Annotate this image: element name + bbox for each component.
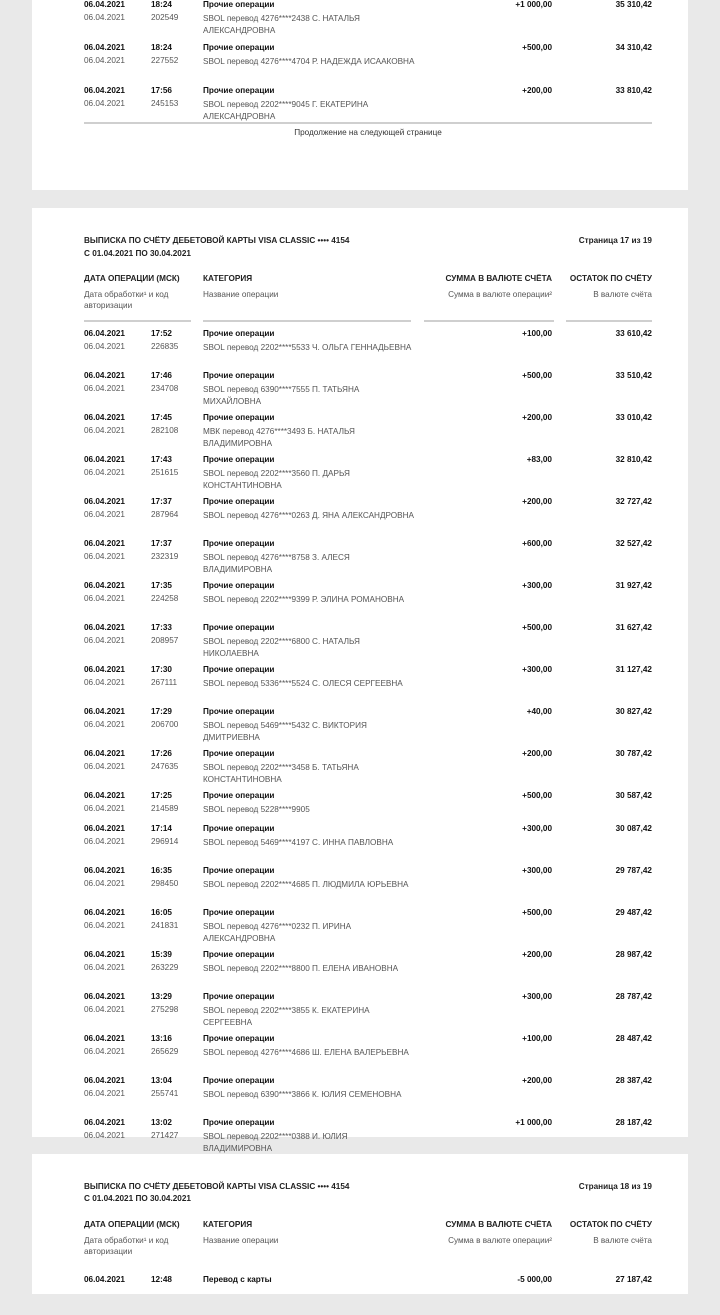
- authorization-code: 241831: [151, 921, 179, 930]
- operation-date: 06.04.2021: [84, 749, 125, 758]
- operation-time: 15:39: [151, 950, 172, 959]
- operation-time: 17:25: [151, 791, 172, 800]
- table-row: [84, 866, 652, 906]
- authorization-code: 208957: [151, 636, 179, 645]
- operation-date: 06.04.2021: [84, 1076, 125, 1085]
- operation-date: 06.04.2021: [84, 623, 125, 632]
- operation-date: 06.04.2021: [84, 413, 125, 422]
- authorization-code: 251615: [151, 468, 179, 477]
- operation-description: SBOL перевод 5469****5432 С. ВИКТОРИЯ ДМИТРИЕВНА: [203, 721, 367, 742]
- header-divider: [566, 320, 652, 322]
- operation-time: 16:35: [151, 866, 172, 875]
- col-date-subheader: Дата обработки¹ и код авторизации: [84, 290, 169, 310]
- operation-amount: +100,00: [522, 1034, 552, 1043]
- processing-date: 06.04.2021: [84, 879, 125, 888]
- operation-amount: +200,00: [522, 1076, 552, 1085]
- operation-balance: 28 487,42: [615, 1034, 652, 1043]
- operation-balance: 27 187,42: [615, 1275, 652, 1284]
- processing-date: 06.04.2021: [84, 1005, 125, 1014]
- table-row: [84, 86, 652, 126]
- operation-amount: +300,00: [522, 824, 552, 833]
- authorization-code: 263229: [151, 963, 179, 972]
- operation-category: Прочие операции: [203, 992, 275, 1001]
- operation-description: SBOL перевод 4276****4704 Р. НАДЕЖДА ИСААКОВНА: [203, 57, 415, 66]
- operation-description: SBOL перевод 2202****9045 Г. ЕКАТЕРИНА АЛЕКСАНДРОВНА: [203, 100, 369, 121]
- operation-balance: 28 787,42: [615, 992, 652, 1001]
- processing-date: 06.04.2021: [84, 762, 125, 771]
- operation-description: МВК перевод 4276****3493 Б. НАТАЛЬЯ ВЛАДИМИРОВНА: [203, 427, 355, 448]
- operation-time: 17:45: [151, 413, 172, 422]
- operation-category: Прочие операции: [203, 371, 275, 380]
- operation-time: 17:46: [151, 371, 172, 380]
- operation-time: 17:52: [151, 329, 172, 338]
- operation-amount: +40,00: [526, 707, 552, 716]
- operation-amount: +1 000,00: [515, 1118, 552, 1127]
- authorization-code: 206700: [151, 720, 179, 729]
- authorization-code: 265629: [151, 1047, 179, 1056]
- authorization-code: 245153: [151, 99, 179, 108]
- table-row: [84, 413, 652, 453]
- col-balance-header: ОСТАТОК ПО СЧЁТУ: [569, 274, 652, 283]
- authorization-code: 227552: [151, 56, 179, 65]
- processing-date: 06.04.2021: [84, 13, 125, 22]
- operation-category: Перевод с карты: [203, 1275, 272, 1284]
- operation-description: SBOL перевод 2202****8800 П. ЕЛЕНА ИВАНОВНА: [203, 964, 399, 973]
- col-balance-header: ОСТАТОК ПО СЧЁТУ: [569, 1220, 652, 1229]
- operation-balance: 30 587,42: [615, 791, 652, 800]
- operation-time: 17:29: [151, 707, 172, 716]
- authorization-code: 275298: [151, 1005, 179, 1014]
- table-row: [84, 623, 652, 663]
- processing-date: 06.04.2021: [84, 594, 125, 603]
- operation-date: 06.04.2021: [84, 43, 125, 52]
- processing-date: 06.04.2021: [84, 963, 125, 972]
- page-number: Страница 17 из 19: [578, 236, 652, 245]
- table-row: [84, 707, 652, 747]
- col-balance-subheader: В валюте счёта: [593, 290, 652, 299]
- operation-date: 06.04.2021: [84, 455, 125, 464]
- operation-category: Прочие операции: [203, 581, 275, 590]
- authorization-code: 271427: [151, 1131, 179, 1140]
- table-row: [84, 581, 652, 621]
- processing-date: 06.04.2021: [84, 426, 125, 435]
- processing-date: 06.04.2021: [84, 1047, 125, 1056]
- operation-time: 17:14: [151, 824, 172, 833]
- operation-category: Прочие операции: [203, 329, 275, 338]
- operation-balance: 34 310,42: [615, 43, 652, 52]
- operation-category: Прочие операции: [203, 455, 275, 464]
- operation-date: 06.04.2021: [84, 86, 125, 95]
- table-row: [84, 908, 652, 948]
- operation-date: 06.04.2021: [84, 539, 125, 548]
- operation-balance: 32 727,42: [615, 497, 652, 506]
- operation-category: Прочие операции: [203, 539, 275, 548]
- table-row: [84, 1034, 652, 1074]
- operation-time: 17:43: [151, 455, 172, 464]
- operation-category: Прочие операции: [203, 413, 275, 422]
- table-row: [84, 824, 652, 864]
- operation-time: 17:56: [151, 86, 172, 95]
- operation-balance: 29 787,42: [615, 866, 652, 875]
- processing-date: 06.04.2021: [84, 1131, 125, 1140]
- processing-date: 06.04.2021: [84, 468, 125, 477]
- operation-time: 12:48: [151, 1275, 172, 1284]
- operation-date: 06.04.2021: [84, 497, 125, 506]
- col-category-subheader: Название операции: [203, 290, 279, 299]
- table-row: [84, 665, 652, 705]
- processing-date: 06.04.2021: [84, 678, 125, 687]
- operation-amount: +300,00: [522, 992, 552, 1001]
- operation-balance: 33 010,42: [615, 413, 652, 422]
- operation-amount: +500,00: [522, 43, 552, 52]
- operation-balance: 32 810,42: [615, 455, 652, 464]
- col-category-header: КАТЕГОРИЯ: [203, 274, 253, 283]
- operation-amount: +200,00: [522, 950, 552, 959]
- authorization-code: 255741: [151, 1089, 179, 1098]
- authorization-code: 296914: [151, 837, 179, 846]
- operation-description: SBOL перевод 2202****4685 П. ЛЮДМИЛА ЮРЬЕВНА: [203, 880, 409, 889]
- operation-category: Прочие операции: [203, 43, 275, 52]
- operation-category: Прочие операции: [203, 791, 275, 800]
- operation-time: 13:29: [151, 992, 172, 1001]
- operation-category: Прочие операции: [203, 86, 275, 95]
- operation-category: Прочие операции: [203, 0, 275, 9]
- operation-date: 06.04.2021: [84, 1275, 125, 1284]
- table-row: [84, 1275, 652, 1315]
- col-amount-subheader: Сумма в валюте операции²: [448, 1236, 552, 1245]
- operation-description: SBOL перевод 6390****7555 П. ТАТЬЯНА МИХАЙЛОВНА: [203, 385, 360, 406]
- table-row: [84, 992, 652, 1032]
- operation-time: 18:24: [151, 0, 172, 9]
- operation-category: Прочие операции: [203, 908, 275, 917]
- operation-category: Прочие операции: [203, 1118, 275, 1127]
- statement-page-16: [32, 0, 688, 190]
- operation-time: 13:02: [151, 1118, 172, 1127]
- operation-amount: +300,00: [522, 581, 552, 590]
- operation-balance: 33 510,42: [615, 371, 652, 380]
- statement-period: С 01.04.2021 ПО 30.04.2021: [84, 249, 191, 258]
- processing-date: 06.04.2021: [84, 384, 125, 393]
- operation-description: SBOL перевод 2202****3458 Б. ТАТЬЯНА КОНСТАНТИНОВНА: [203, 763, 359, 784]
- operation-date: 06.04.2021: [84, 707, 125, 716]
- operation-amount: +600,00: [522, 539, 552, 548]
- operation-category: Прочие операции: [203, 623, 275, 632]
- operation-description: SBOL перевод 2202****6800 С. НАТАЛЬЯ НИКОЛАЕВНА: [203, 637, 360, 658]
- table-row: [84, 455, 652, 495]
- operation-description: SBOL перевод 4276****2438 С. НАТАЛЬЯ АЛЕКСАНДРОВНА: [203, 14, 360, 35]
- statement-page-17: [32, 208, 688, 1153]
- operation-balance: 28 187,42: [615, 1118, 652, 1127]
- operation-date: 06.04.2021: [84, 1034, 125, 1043]
- operation-balance: 30 087,42: [615, 824, 652, 833]
- operation-category: Прочие операции: [203, 824, 275, 833]
- operation-amount: +500,00: [522, 908, 552, 917]
- processing-date: 06.04.2021: [84, 720, 125, 729]
- authorization-code: 247635: [151, 762, 179, 771]
- operation-date: 06.04.2021: [84, 824, 125, 833]
- page-number: Страница 18 из 19: [578, 1182, 652, 1191]
- authorization-code: 232319: [151, 552, 179, 561]
- operation-amount: +83,00: [526, 455, 552, 464]
- operation-time: 13:16: [151, 1034, 172, 1043]
- operation-amount: +100,00: [522, 329, 552, 338]
- processing-date: 06.04.2021: [84, 552, 125, 561]
- authorization-code: 282108: [151, 426, 179, 435]
- processing-date: 06.04.2021: [84, 804, 125, 813]
- operation-date: 06.04.2021: [84, 665, 125, 674]
- col-date-header: ДАТА ОПЕРАЦИИ (МСК): [84, 1220, 180, 1229]
- authorization-code: 226835: [151, 342, 179, 351]
- operation-amount: +500,00: [522, 371, 552, 380]
- operation-amount: +300,00: [522, 866, 552, 875]
- operation-description: SBOL перевод 2202****0388 И. ЮЛИЯ ВЛАДИМИРОВНА: [203, 1132, 348, 1153]
- operation-time: 17:26: [151, 749, 172, 758]
- operation-time: 16:05: [151, 908, 172, 917]
- operation-category: Прочие операции: [203, 1034, 275, 1043]
- operation-category: Прочие операции: [203, 497, 275, 506]
- operation-balance: 33 810,42: [615, 86, 652, 95]
- operation-description: SBOL перевод 4276****8758 З. АЛЕСЯ ВЛАДИМИРОВНА: [203, 553, 350, 574]
- operation-date: 06.04.2021: [84, 908, 125, 917]
- operation-amount: +1 000,00: [515, 0, 552, 9]
- operation-amount: +200,00: [522, 749, 552, 758]
- processing-date: 06.04.2021: [84, 56, 125, 65]
- col-category-header: КАТЕГОРИЯ: [203, 1220, 253, 1229]
- operation-amount: -5 000,00: [517, 1275, 552, 1284]
- operation-amount: +200,00: [522, 413, 552, 422]
- statement-title: ВЫПИСКА ПО СЧЁТУ ДЕБЕТОВОЙ КАРТЫ VISA CLASSIC •••• 4154: [84, 1182, 350, 1191]
- authorization-code: 214589: [151, 804, 179, 813]
- operation-balance: 30 827,42: [615, 707, 652, 716]
- col-date-subheader: Дата обработки¹ и код авторизации: [84, 1236, 169, 1256]
- operation-description: SBOL перевод 2202****9399 Р. ЭЛИНА РОМАНОВНА: [203, 595, 405, 604]
- operation-description: SBOL перевод 2202****3560 П. ДАРЬЯ КОНСТАНТИНОВНА: [203, 469, 350, 490]
- operation-balance: 31 627,42: [615, 623, 652, 632]
- operation-amount: +200,00: [522, 86, 552, 95]
- operation-description: SBOL перевод 4276****0263 Д. ЯНА АЛЕКСАНДРОВНА: [203, 511, 414, 520]
- table-bottom-divider: [84, 122, 652, 124]
- table-row: [84, 497, 652, 537]
- operation-category: Прочие операции: [203, 866, 275, 875]
- operation-balance: 31 127,42: [615, 665, 652, 674]
- operation-category: Прочие операции: [203, 950, 275, 959]
- col-amount-subheader: Сумма в валюте операции²: [448, 290, 552, 299]
- table-row: [84, 329, 652, 369]
- authorization-code: 267111: [151, 678, 178, 687]
- table-row: [84, 1118, 652, 1158]
- operation-time: 17:30: [151, 665, 172, 674]
- authorization-code: 298450: [151, 879, 179, 888]
- operation-category: Прочие операции: [203, 707, 275, 716]
- operation-date: 06.04.2021: [84, 992, 125, 1001]
- operation-description: SBOL перевод 5228****9905: [203, 805, 310, 814]
- operation-date: 06.04.2021: [84, 371, 125, 380]
- authorization-code: 224258: [151, 594, 179, 603]
- operation-balance: 32 527,42: [615, 539, 652, 548]
- operation-date: 06.04.2021: [84, 1118, 125, 1127]
- operation-description: SBOL перевод 5469****4197 С. ИННА ПАВЛОВНА: [203, 838, 394, 847]
- operation-amount: +500,00: [522, 791, 552, 800]
- processing-date: 06.04.2021: [84, 636, 125, 645]
- col-amount-header: СУММА В ВАЛЮТЕ СЧЁТА: [445, 1220, 552, 1229]
- processing-date: 06.04.2021: [84, 837, 125, 846]
- operation-time: 18:24: [151, 43, 172, 52]
- operation-description: SBOL перевод 2202****5533 Ч. ОЛЬГА ГЕННАДЬЕВНА: [203, 343, 412, 352]
- statement-period: С 01.04.2021 ПО 30.04.2021: [84, 1194, 191, 1203]
- operation-date: 06.04.2021: [84, 791, 125, 800]
- operation-date: 06.04.2021: [84, 866, 125, 875]
- operation-balance: 28 987,42: [615, 950, 652, 959]
- operation-time: 13:04: [151, 1076, 172, 1085]
- table-row: [84, 0, 652, 40]
- operation-description: SBOL перевод 4276****4686 Ш. ЕЛЕНА ВАЛЕРЬЕВНА: [203, 1048, 409, 1057]
- continued-note: Продолжение на следующей странице: [294, 128, 442, 137]
- processing-date: 06.04.2021: [84, 342, 125, 351]
- operation-date: 06.04.2021: [84, 581, 125, 590]
- operation-category: Прочие операции: [203, 1076, 275, 1085]
- processing-date: 06.04.2021: [84, 99, 125, 108]
- operation-description: SBOL перевод 5336****5524 С. ОЛЕСЯ СЕРГЕЕВНА: [203, 679, 403, 688]
- col-category-subheader: Название операции: [203, 1236, 279, 1245]
- col-balance-subheader: В валюте счёта: [593, 1236, 652, 1245]
- operation-date: 06.04.2021: [84, 950, 125, 959]
- operation-description: SBOL перевод 4276****0232 П. ИРИНА АЛЕКСАНДРОВНА: [203, 922, 352, 943]
- operation-balance: 33 610,42: [615, 329, 652, 338]
- operation-description: SBOL перевод 2202****3855 К. ЕКАТЕРИНА СЕРГЕЕВНА: [203, 1006, 370, 1027]
- operation-amount: +500,00: [522, 623, 552, 632]
- statement-page-18: [32, 1154, 688, 1294]
- processing-date: 06.04.2021: [84, 921, 125, 930]
- table-row: [84, 371, 652, 411]
- table-row: [84, 43, 652, 83]
- operation-category: Прочие операции: [203, 665, 275, 674]
- operation-balance: 31 927,42: [615, 581, 652, 590]
- operation-amount: +300,00: [522, 665, 552, 674]
- statement-title: ВЫПИСКА ПО СЧЁТУ ДЕБЕТОВОЙ КАРТЫ VISA CLASSIC •••• 4154: [84, 236, 350, 245]
- operation-time: 17:37: [151, 539, 172, 548]
- authorization-code: 202549: [151, 13, 179, 22]
- table-row: [84, 1076, 652, 1116]
- table-row: [84, 749, 652, 789]
- operation-balance: 28 387,42: [615, 1076, 652, 1085]
- header-divider: [203, 320, 411, 322]
- operation-description: SBOL перевод 6390****3866 К. ЮЛИЯ СЕМЕНОВНА: [203, 1090, 402, 1099]
- col-amount-header: СУММА В ВАЛЮТЕ СЧЁТА: [445, 274, 552, 283]
- operation-amount: +200,00: [522, 497, 552, 506]
- col-date-header: ДАТА ОПЕРАЦИИ (МСК): [84, 274, 180, 283]
- operation-category: Прочие операции: [203, 749, 275, 758]
- operation-balance: 29 487,42: [615, 908, 652, 917]
- header-divider: [424, 320, 554, 322]
- operation-balance: 30 787,42: [615, 749, 652, 758]
- operation-time: 17:35: [151, 581, 172, 590]
- processing-date: 06.04.2021: [84, 1089, 125, 1098]
- table-row: [84, 539, 652, 579]
- table-row: [84, 950, 652, 990]
- operation-date: 06.04.2021: [84, 329, 125, 338]
- authorization-code: 287964: [151, 510, 179, 519]
- header-divider: [84, 320, 191, 322]
- operation-balance: 35 310,42: [615, 0, 652, 9]
- operation-date: 06.04.2021: [84, 0, 125, 9]
- processing-date: 06.04.2021: [84, 510, 125, 519]
- authorization-code: 234708: [151, 384, 179, 393]
- operation-time: 17:37: [151, 497, 172, 506]
- operation-time: 17:33: [151, 623, 172, 632]
